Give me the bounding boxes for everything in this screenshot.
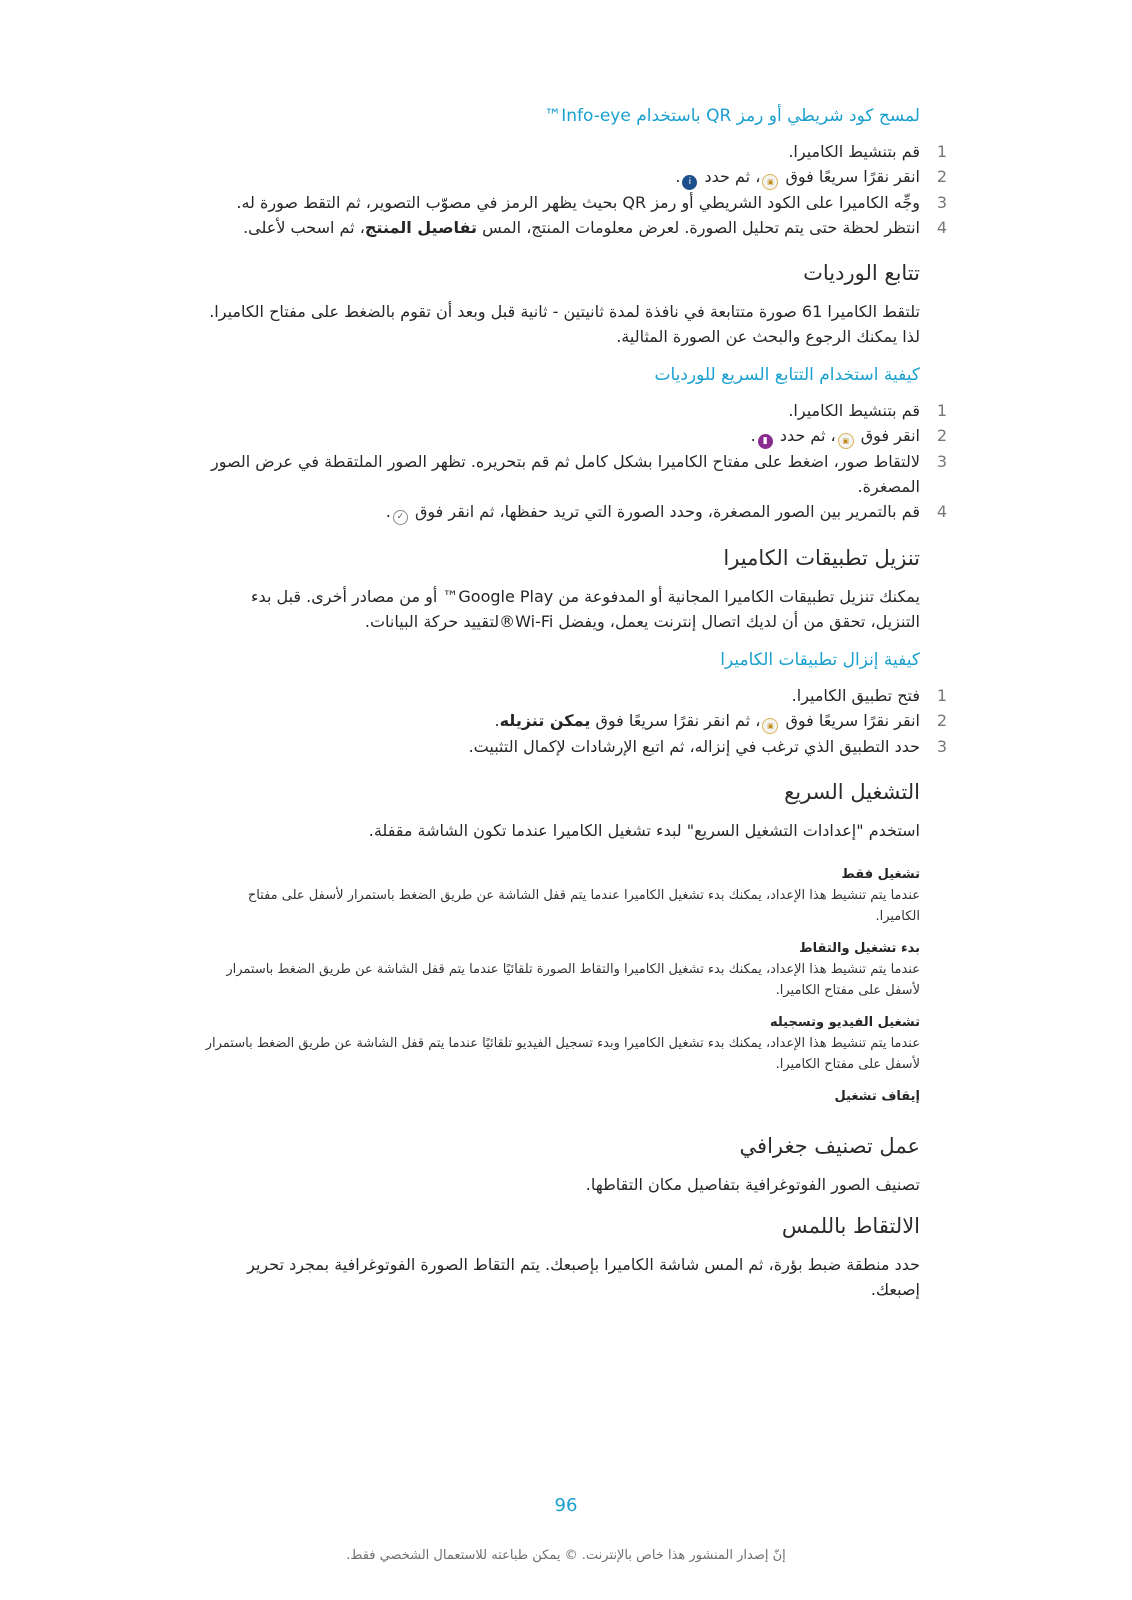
quick-mode-desc: عندما يتم تنشيط هذا الإعداد، يمكنك بدء تشغيل الكاميرا عندما يتم قفل الشاشة عن طريق الضغط باستمرار لأسفل على مفتاح الكاميرا. bbox=[247, 888, 920, 924]
burst-steps bbox=[200, 398, 948, 525]
download-step-1 bbox=[200, 683, 948, 708]
step-number: 4 bbox=[936, 218, 948, 237]
qr-step-2 bbox=[200, 164, 948, 190]
qr-subheading: لمسح كود شريطي أو رمز QR باستخدام Info-eye™ bbox=[544, 106, 920, 126]
step-text: حدد التطبيق الذي ترغب في إنزاله، ثم اتبع الإرشادات لإكمال التثبيت. bbox=[468, 737, 920, 756]
burst-paragraph: تلتقط الكاميرا 61 صورة متتابعة في نافذة لمدة ثانيتين - ثانية قبل وبعد أن تقوم بالضغط على مفتاح الكاميرا. لذا يمكنك الرجوع والبحث عن الصورة المثالية. bbox=[209, 302, 920, 346]
step-number: 1 bbox=[936, 686, 948, 705]
qr-step-4 bbox=[200, 215, 948, 240]
quick-mode-desc: عندما يتم تنشيط هذا الإعداد، يمكنك بدء تشغيل الكاميرا والتقاط الصورة تلقائيًا عندما يتم قفل الشاشة عن طريق الضغط باستمرار لأسفل على مفتاح الكاميرا. bbox=[226, 962, 920, 998]
step-text: فتح تطبيق الكاميرا. bbox=[791, 686, 920, 705]
download-steps bbox=[200, 683, 948, 759]
touch-paragraph: حدد منطقة ضبط بؤرة، ثم المس شاشة الكاميرا بإصبعك. يتم التقاط الصورة الفوتوغرافية بمجرد تحرير إصبعك. bbox=[247, 1255, 920, 1299]
step-text: لالتقاط صور، اضغط على مفتاح الكاميرا بشكل كامل ثم قم بتحريره. تظهر الصور الملتقطة في عرض الصور المصغرة. bbox=[210, 452, 920, 496]
burst-heading: تتابع الورديات bbox=[803, 261, 920, 285]
step-number: 3 bbox=[936, 193, 948, 212]
step-text: قم بتنشيط الكاميرا. bbox=[788, 142, 920, 161]
quick-mode-title: تشغيل فقط bbox=[841, 867, 920, 882]
quick-mode-title: بدء تشغيل والتقاط bbox=[799, 941, 920, 956]
step-number: 4 bbox=[936, 502, 948, 521]
step-text: ، ثم انقر نقرًا سريعًا فوق bbox=[595, 711, 761, 730]
quick-mode-title: تشغيل الفيديو وتسجيله bbox=[769, 1015, 920, 1030]
burst-step-4 bbox=[200, 499, 948, 525]
download-step-2 bbox=[200, 708, 948, 734]
step-text: ، ثم حدد bbox=[779, 426, 836, 445]
bold-term: يمكن تنزيله bbox=[499, 711, 591, 730]
quick-mode-desc: عندما يتم تنشيط هذا الإعداد، يمكنك بدء تشغيل الكاميرا وبدء تسجيل الفيديو تلقائيًا عندما يتم قفل الشاشة عن طريق الضغط باستمرار لأسفل على مفتاح الكاميرا. bbox=[205, 1036, 920, 1072]
quick-paragraph: استخدم "إعدادات التشغيل السريع" لبدء تشغيل الكاميرا عندما تكون الشاشة مقفلة. bbox=[368, 821, 920, 840]
step-text: انتظر لحظة حتى يتم تحليل الصورة. لعرض معلومات المنتج، المس bbox=[482, 218, 920, 237]
footer-note: إنّ إصدار المنشور هذا خاص بالإنترنت. © يمكن طباعته للاستعمال الشخصي فقط. bbox=[346, 1548, 786, 1563]
geotag-heading: عمل تصنيف جغرافي bbox=[739, 1134, 920, 1158]
bold-term: تفاصيل المنتج bbox=[364, 218, 478, 237]
page-content bbox=[200, 104, 948, 1316]
step-number: 2 bbox=[936, 167, 948, 186]
spacer bbox=[200, 1107, 920, 1123]
quick-heading: التشغيل السريع bbox=[784, 780, 920, 804]
step-text: . bbox=[750, 426, 756, 445]
step-number: 3 bbox=[936, 452, 948, 471]
camera-menu-icon: ▣ bbox=[762, 174, 778, 190]
step-number: 2 bbox=[936, 711, 948, 730]
step-text: وجِّه الكاميرا على الكود الشريطي أو رمز QR بحيث يظهر الرمز في مصوّب التصوير، ثم التقط صورة له. bbox=[236, 193, 920, 212]
step-number: 1 bbox=[936, 401, 948, 420]
quick-mode-title: إيقاف تشغيل bbox=[834, 1089, 920, 1104]
spacer bbox=[200, 857, 920, 865]
step-text: . bbox=[675, 167, 681, 186]
step-number: 1 bbox=[936, 142, 948, 161]
download-heading: تنزيل تطبيقات الكاميرا bbox=[723, 546, 920, 570]
burst-step-2 bbox=[200, 423, 948, 449]
download-paragraph: يمكنك تنزيل تطبيقات الكاميرا المجانية أو المدفوعة من Google Play™ أو من مصادر أخرى. قبل بدء التنزيل، تحقق من أن لديك اتصال إنترنت يعمل، ويفضل Wi-Fi®لتقييد حركة البيانات. bbox=[251, 587, 920, 631]
qr-steps bbox=[200, 139, 948, 240]
step-text: ، ثم اسحب لأعلى. bbox=[243, 218, 365, 237]
step-text: انقر نقرًا سريعًا فوق bbox=[785, 167, 920, 186]
burst-subheading: كيفية استخدام التتابع السريع للورديات bbox=[654, 365, 920, 385]
download-subheading: كيفية إنزال تطبيقات الكاميرا bbox=[720, 650, 920, 670]
step-text: انقر فوق bbox=[860, 426, 920, 445]
step-text: ، ثم حدد bbox=[704, 167, 761, 186]
burst-icon: ▮ bbox=[758, 434, 773, 449]
touch-heading: الالتقاط باللمس bbox=[781, 1214, 920, 1238]
geotag-paragraph: تصنيف الصور الفوتوغرافية بتفاصيل مكان التقاطها. bbox=[585, 1175, 920, 1194]
qr-step-1 bbox=[200, 139, 948, 164]
camera-menu-icon: ▣ bbox=[762, 718, 778, 734]
step-text: . bbox=[385, 502, 391, 521]
checkmark-icon: ✓ bbox=[393, 510, 408, 525]
step-number: 2 bbox=[936, 426, 948, 445]
step-text: انقر نقرًا سريعًا فوق bbox=[785, 711, 920, 730]
step-number: 3 bbox=[936, 737, 948, 756]
burst-step-3 bbox=[200, 449, 948, 499]
spacer bbox=[200, 1123, 920, 1131]
step-text: قم بتنشيط الكاميرا. bbox=[788, 401, 920, 420]
camera-menu-icon: ▣ bbox=[838, 433, 854, 449]
qr-step-3 bbox=[200, 190, 948, 215]
page-number: 96 bbox=[554, 1495, 578, 1516]
info-eye-icon: i bbox=[682, 175, 697, 190]
download-step-3 bbox=[200, 734, 948, 759]
step-text: قم بالتمرير بين الصور المصغرة، وحدد الصورة التي تريد حفظها، ثم انقر فوق bbox=[414, 502, 920, 521]
step-text: . bbox=[494, 711, 500, 730]
burst-step-1 bbox=[200, 398, 948, 423]
